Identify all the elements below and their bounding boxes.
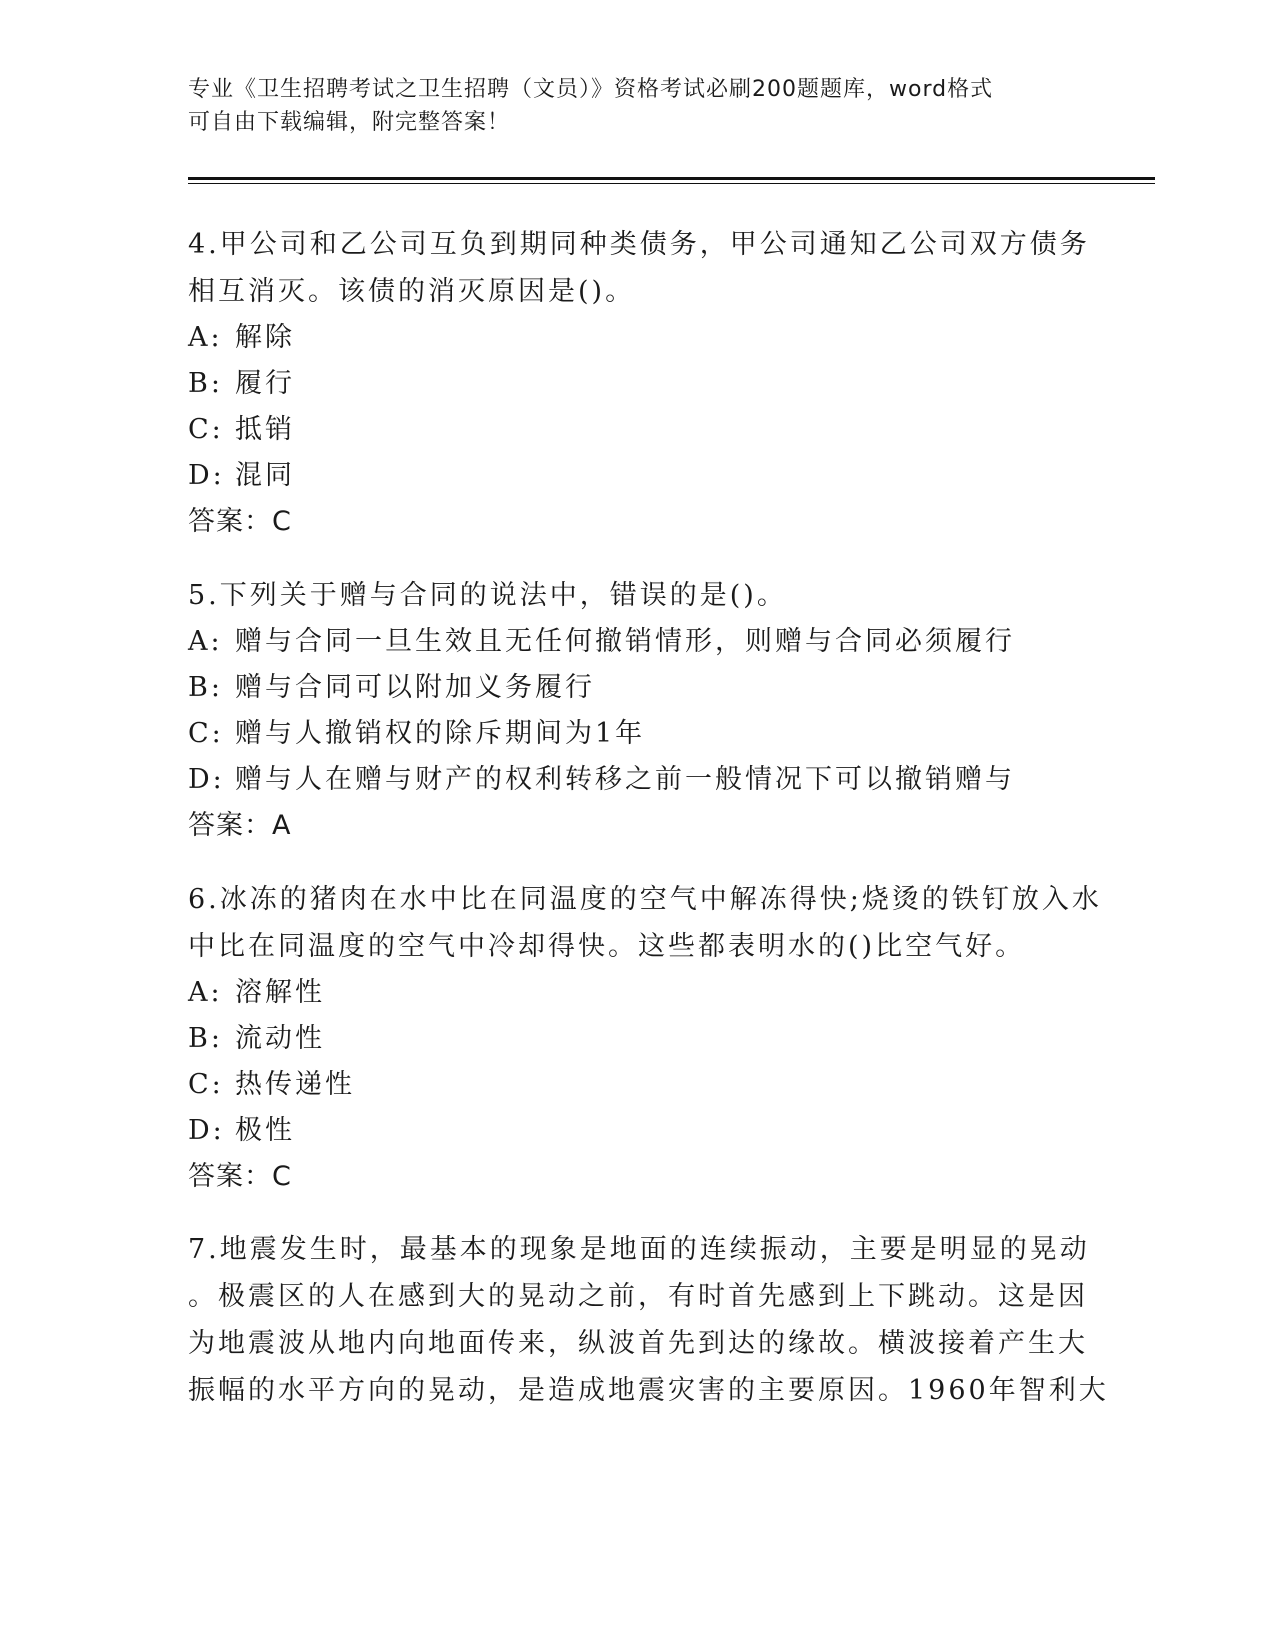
question-5	[188, 572, 1088, 849]
option-text: 极性	[235, 1115, 295, 1146]
stem-line: 振幅的水平方向的晃动，是造成地震灾害的主要原因。1960年智利大	[188, 1375, 1109, 1406]
question-stem	[188, 1226, 1109, 1414]
option-text: 流动性	[235, 1023, 325, 1054]
question-stem	[188, 572, 1088, 619]
option-d	[188, 1108, 1088, 1154]
option-key: B:	[188, 368, 223, 399]
option-key: D:	[188, 764, 225, 795]
stem-line: 7.地震发生时，最基本的现象是地面的连续振动，主要是明显的晃动	[188, 1234, 1090, 1265]
option-key: D:	[188, 1115, 225, 1146]
option-key: A:	[188, 977, 223, 1008]
option-text: 抵销	[235, 414, 295, 445]
document-header	[188, 73, 1088, 139]
option-text: 混同	[235, 460, 295, 491]
option-key: A:	[188, 626, 223, 657]
answer: 答案：C	[188, 1161, 292, 1192]
option-key: B:	[188, 672, 223, 703]
option-text: 解除	[235, 322, 295, 353]
stem-line: 为地震波从地内向地面传来，纵波首先到达的缘故。横波接着产生大	[188, 1328, 1088, 1359]
header-line-2: 可自由下载编辑，附完整答案！	[188, 110, 511, 135]
answer: 答案：C	[188, 506, 292, 537]
option-text: 赠与人撤销权的除斥期间为1年	[235, 718, 646, 749]
option-c	[188, 711, 1088, 757]
option-key: C:	[188, 414, 224, 445]
answer: 答案：A	[188, 810, 292, 841]
option-text: 赠与合同一旦生效且无任何撤销情形，则赠与合同必须履行	[235, 626, 1015, 657]
option-text: 赠与合同可以附加义务履行	[235, 672, 595, 703]
stem-line: 5.下列关于赠与合同的说法中，错误的是()。	[188, 580, 787, 611]
option-text: 履行	[235, 368, 295, 399]
option-a	[188, 619, 1088, 665]
option-c	[188, 1062, 1088, 1108]
stem-line: 。极震区的人在感到大的晃动之前，有时首先感到上下跳动。这是因	[188, 1281, 1088, 1312]
option-key: B:	[188, 1023, 223, 1054]
question-7	[188, 1226, 1109, 1414]
option-key: C:	[188, 718, 224, 749]
option-b	[188, 361, 1088, 407]
option-text: 热传递性	[235, 1069, 355, 1100]
option-key: A:	[188, 322, 223, 353]
header-line-1: 专业《卫生招聘考试之卫生招聘（文员）》资格考试必刷200题题库，word格式	[188, 77, 994, 102]
header-divider-thick	[188, 177, 1155, 180]
stem-line: 中比在同温度的空气中冷却得快。这些都表明水的()比空气好。	[188, 931, 1026, 962]
option-b	[188, 665, 1088, 711]
option-text: 赠与人在赠与财产的权利转移之前一般情况下可以撤销赠与	[235, 764, 1015, 795]
option-d	[188, 757, 1088, 803]
stem-line: 相互消灭。该债的消灭原因是()。	[188, 276, 636, 307]
question-6	[188, 876, 1102, 1200]
option-text: 溶解性	[235, 977, 325, 1008]
option-b	[188, 1016, 1088, 1062]
option-a	[188, 315, 1088, 361]
question-stem	[188, 221, 1088, 315]
question-4	[188, 221, 1088, 545]
question-stem	[188, 876, 1102, 970]
option-key: C:	[188, 1069, 224, 1100]
option-c	[188, 407, 1088, 453]
option-d	[188, 453, 1088, 499]
option-a	[188, 970, 1088, 1016]
stem-line: 4.甲公司和乙公司互负到期同种类债务，甲公司通知乙公司双方债务	[188, 229, 1090, 260]
header-divider-thin	[188, 183, 1155, 184]
stem-line: 6.冰冻的猪肉在水中比在同温度的空气中解冻得快;烧烫的铁钉放入水	[188, 884, 1102, 915]
option-key: D:	[188, 460, 225, 491]
